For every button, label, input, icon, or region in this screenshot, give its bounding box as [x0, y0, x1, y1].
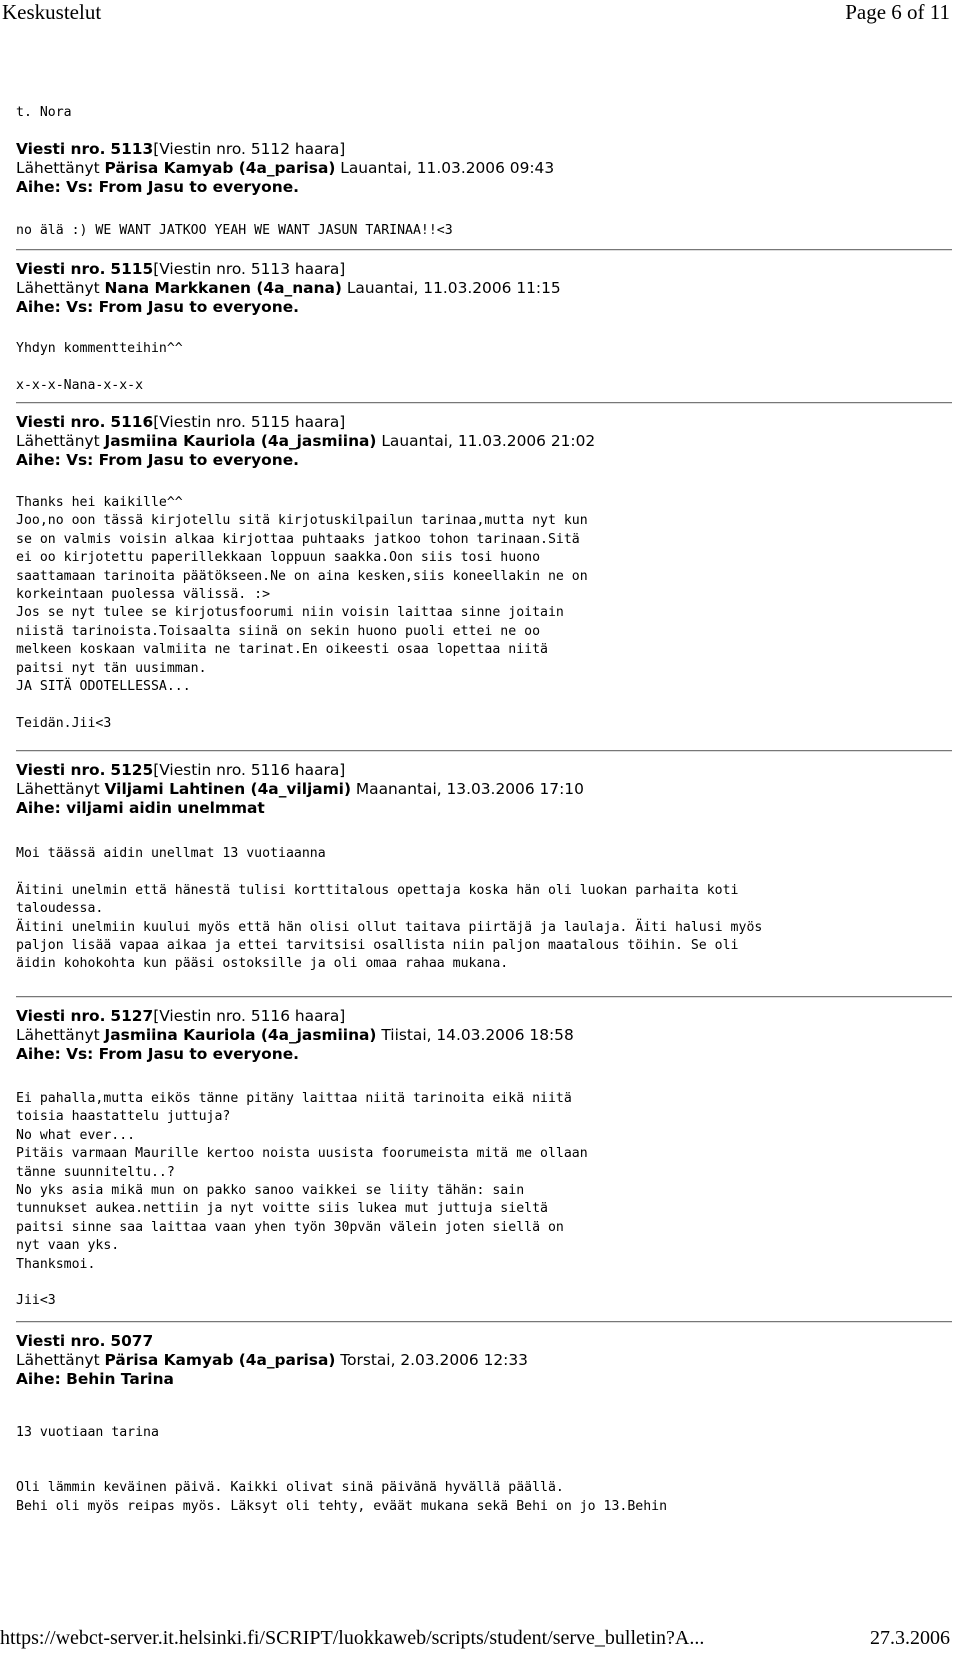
message-subject: Aihe: Vs: From Jasu to everyone.: [16, 451, 299, 469]
message-divider: [16, 249, 952, 251]
message-sender-line: Lähettänyt Viljami Lahtinen (4a_viljami) Maanantai, 13.03.2006 17:10: [16, 780, 584, 798]
message-body: no älä :) WE WANT JATKOO YEAH WE WANT JASUN TARINAA!!<3: [16, 223, 453, 238]
message-divider: [16, 402, 952, 404]
page-header: [0, 0, 960, 24]
message-subject: Aihe: Behin Tarina: [16, 1370, 174, 1388]
message-body: Thanks hei kaikille^^ Joo,no oon tässä kirjotellu sitä kirjotuskilpailun tarinaa,mutta nyt kun se on valmis voisin alkaa kirjottaa puhtaaks jatkoo tohon tarinaan.Sitä ei oo kirjotettu paperillekkaan loppuun saakka.Oon siis tosi huono saattamaan tarinoita päätökseen.Ne on aina kesken,siis koneellakin ne on korkeintaan puolessa välissä. :> Jos se nyt tulee se kirjotusfoorumi niin voisin laittaa sinne joitain niistä tarinoista.Toisaalta siinä on sekin huono puoli ettei ne oo melkeen koskaan valmiita ne tarinat.En oikeesti osaa lopettaa niitä paitsi nyt tän uusimman. JA SITÄ ODOTELLESSA... Teidän.Jii<3: [16, 495, 588, 731]
message-divider: [16, 1321, 952, 1323]
page-header-title: Keskustelut: [2, 0, 102, 24]
sender-link[interactable]: Pärisa Kamyab (4a_parisa): [104, 1351, 336, 1369]
message-number-line: Viesti nro. 5116[Viestin nro. 5115 haara]: [16, 413, 346, 431]
message-subject: Aihe: Vs: From Jasu to everyone.: [16, 178, 299, 196]
sender-link[interactable]: Pärisa Kamyab (4a_parisa): [104, 159, 336, 177]
message-subject: Aihe: viljami aidin unelmmat: [16, 799, 265, 817]
sender-link[interactable]: Jasmiina Kauriola (4a_jasmiina): [104, 1026, 377, 1044]
sender-link[interactable]: Jasmiina Kauriola (4a_jasmiina): [104, 432, 377, 450]
page-number: Page 6 of 11: [845, 0, 950, 24]
page-url: https://webct-server.it.helsinki.fi/SCRIPT/luokkaweb/scripts/student/serve_bulletin?A...: [0, 1627, 705, 1649]
message-sender-line: Lähettänyt Pärisa Kamyab (4a_parisa) Torstai, 2.03.2006 12:33: [16, 1351, 528, 1369]
message-body: Yhdyn kommentteihin^^ x-x-x-Nana-x-x-x: [16, 341, 183, 393]
message-body: Ei pahalla,mutta eikös tänne pitäny laittaa niitä tarinoita eikä niitä toisia haastattelu juttuja? No what ever... Pitäis varmaan Maurille kertoo noista uusista foorumeista mitä me ollaan tänne suunniteltu..? No yks asia mikä mun on pakko sanoo vaikkei se liity tähän: sain tunnukset aukea.nettiin ja nyt voitte siis lukea mut juttuja sieltä paitsi sinne saa laittaa vaan yhen työn 30pvän välein joten siellä on nyt vaan yks. Thanksmoi. Jii<3: [16, 1091, 588, 1309]
message-subject: Aihe: Vs: From Jasu to everyone.: [16, 1045, 299, 1063]
message-number-line: Viesti nro. 5125[Viestin nro. 5116 haara]: [16, 761, 346, 779]
message-sender-line: Lähettänyt Jasmiina Kauriola (4a_jasmiina) Tiistai, 14.03.2006 18:58: [16, 1026, 574, 1044]
message-subject: Aihe: Vs: From Jasu to everyone.: [16, 298, 299, 316]
message-sender-line: Lähettänyt Jasmiina Kauriola (4a_jasmiina) Lauantai, 11.03.2006 21:02: [16, 432, 596, 450]
print-date: 27.3.2006: [870, 1627, 950, 1649]
message-divider: [16, 996, 952, 998]
page-footer: [0, 1626, 960, 1650]
message-body: 13 vuotiaan tarina Oli lämmin keväinen päivä. Kaikki olivat sinä päivänä hyvällä päällä. Behi oli myös reipas myös. Läksyt oli tehty, eväät mukana sekä Behi on jo 13.Behin: [16, 1425, 668, 1514]
message-body: Moi täässä aidin unellmat 13 vuotiaanna Äitini unelmin että hänestä tulisi korttitalous opettaja koska hän oli luokan parhaita koti taloudessa. Äitini unelmiin kuului myös että hän olisi ollut taitava piirtäjä ja laulaja. Äiti halusi myös paljon lisää vapaa aikaa ja ettei tarvitsisi osallista niin paljon maatalous töihin. Se oli äidin kohokohta kun pääsi ostoksille ja oli omaa rahaa mukana.: [16, 846, 763, 972]
message-number-line: Viesti nro. 5127[Viestin nro. 5116 haara]: [16, 1007, 346, 1025]
message-sender-line: Lähettänyt Pärisa Kamyab (4a_parisa) Lauantai, 11.03.2006 09:43: [16, 159, 555, 177]
sender-link[interactable]: Nana Markkanen (4a_nana): [104, 279, 342, 297]
message-sender-line: Lähettänyt Nana Markkanen (4a_nana) Lauantai, 11.03.2006 11:15: [16, 279, 561, 297]
message-number-line: Viesti nro. 5115[Viestin nro. 5113 haara]: [16, 260, 346, 278]
sender-link[interactable]: Viljami Lahtinen (4a_viljami): [104, 780, 351, 798]
intro-text: t. Nora: [16, 105, 72, 120]
message-number-line: Viesti nro. 5113[Viestin nro. 5112 haara]: [16, 140, 346, 158]
message-divider: [16, 750, 952, 752]
message-number-line: Viesti nro. 5077: [16, 1332, 154, 1350]
